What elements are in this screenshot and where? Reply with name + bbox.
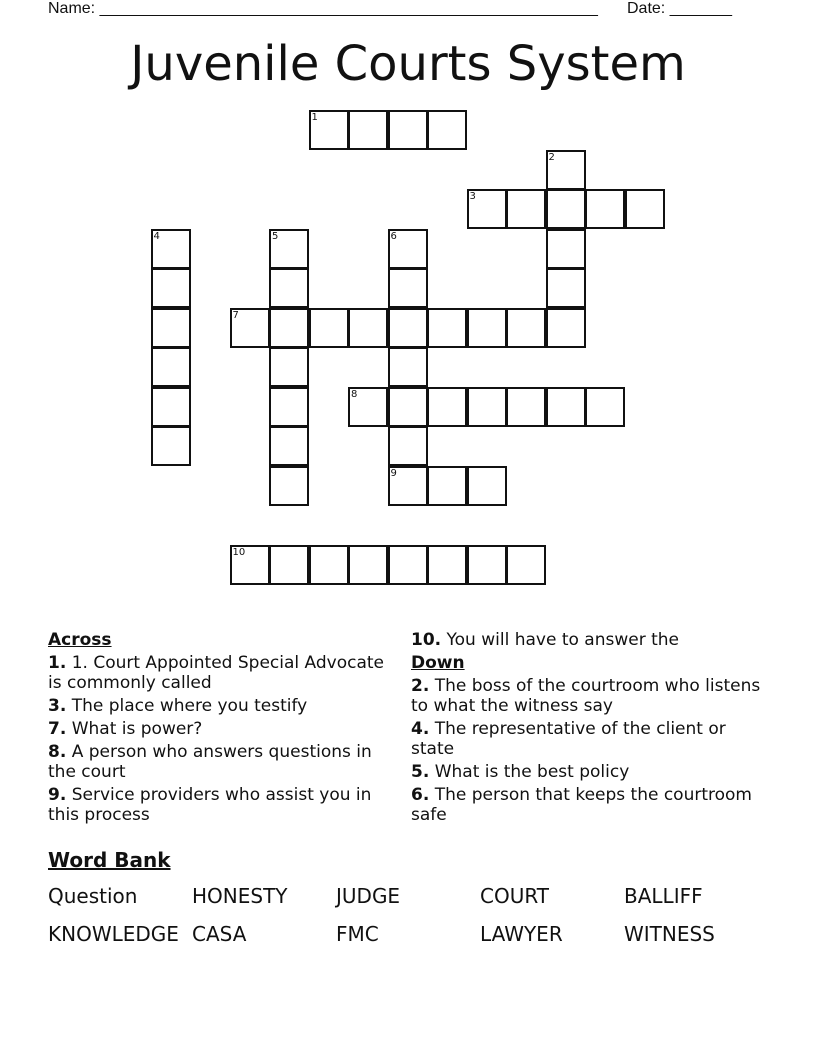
grid-cell[interactable]: [506, 545, 546, 585]
clues-right-column: [411, 630, 761, 828]
grid-cell[interactable]: [546, 189, 586, 229]
grid-cell[interactable]: [151, 268, 191, 308]
grid-cell[interactable]: [546, 308, 586, 348]
grid-cell[interactable]: [546, 268, 586, 308]
grid-cell[interactable]: [546, 387, 586, 427]
word-bank-word: KNOWLEDGE: [48, 922, 179, 946]
word-bank-word: JUDGE: [336, 884, 401, 908]
grid-cell[interactable]: [546, 229, 586, 269]
grid-cell[interactable]: [348, 545, 388, 585]
page-title: Juvenile Courts System: [130, 36, 686, 92]
grid-cell[interactable]: [269, 387, 309, 427]
clue-number: 4: [153, 230, 160, 242]
clue-number: 10: [232, 546, 246, 558]
grid-cell[interactable]: [467, 387, 507, 427]
word-bank-word: Question: [48, 884, 138, 908]
grid-cell[interactable]: [467, 308, 507, 348]
clue-number: 5: [272, 230, 279, 242]
grid-cell[interactable]: [348, 308, 388, 348]
word-bank-word: COURT: [480, 884, 550, 908]
clue-number: 8: [351, 388, 358, 400]
grid-cell[interactable]: [388, 268, 428, 308]
grid-cell[interactable]: [269, 268, 309, 308]
grid-cell[interactable]: [506, 387, 546, 427]
grid-cell[interactable]: [427, 545, 467, 585]
grid-cell[interactable]: [388, 308, 428, 348]
across-clue: 10. You will have to answer the: [411, 630, 680, 650]
grid-cell[interactable]: [427, 466, 467, 506]
word-bank-word: LAWYER: [480, 922, 563, 946]
word-bank-word: BALLIFF: [624, 884, 703, 908]
grid-cell[interactable]: [269, 347, 309, 387]
date-field-label: Date: _______: [627, 0, 732, 17]
clue-number: 2: [548, 151, 555, 163]
grid-cell[interactable]: [585, 387, 625, 427]
word-bank-word: FMC: [336, 922, 379, 946]
word-bank-word: WITNESS: [624, 922, 715, 946]
grid-cell[interactable]: [151, 387, 191, 427]
grid-cell[interactable]: [427, 308, 467, 348]
across-clue: 3. The place where you testify: [48, 696, 308, 716]
across-clue: 1. 1. Court Appointed Special Advocate is commonly called: [48, 653, 384, 693]
grid-cell[interactable]: [388, 347, 428, 387]
word-bank-word: HONESTY: [192, 884, 288, 908]
grid-cell[interactable]: [625, 189, 665, 229]
grid-cell[interactable]: [269, 308, 309, 348]
grid-cell[interactable]: [506, 189, 546, 229]
name-field-label: Name: ________________________________________________________: [48, 0, 598, 17]
grid-cell[interactable]: [151, 308, 191, 348]
grid-cell[interactable]: [427, 387, 467, 427]
clue-number: 6: [390, 230, 397, 242]
clue-number: 7: [232, 309, 239, 321]
grid-cell[interactable]: [269, 545, 309, 585]
word-bank-title: Word Bank: [48, 848, 171, 872]
grid-cell[interactable]: [388, 545, 428, 585]
grid-cell[interactable]: [585, 189, 625, 229]
clue-number: 9: [390, 467, 397, 479]
grid-cell[interactable]: [467, 545, 507, 585]
grid-cell[interactable]: [388, 426, 428, 466]
grid-cell[interactable]: [427, 110, 467, 150]
grid-cell[interactable]: [309, 545, 349, 585]
grid-cell[interactable]: [151, 426, 191, 466]
down-clue: 6. The person that keeps the courtroom safe: [411, 785, 752, 825]
grid-cell[interactable]: [151, 347, 191, 387]
clues-left-column: [48, 630, 393, 828]
across-clue: 8. A person who answers questions in the court: [48, 742, 372, 782]
grid-cell[interactable]: [388, 387, 428, 427]
word-bank-word: CASA: [192, 922, 247, 946]
grid-cell[interactable]: [269, 426, 309, 466]
across-clue: 7. What is power?: [48, 719, 203, 739]
across-heading: Across: [48, 630, 112, 650]
clue-number: 1: [311, 112, 318, 123]
grid-cell[interactable]: [506, 308, 546, 348]
grid-cell[interactable]: [467, 466, 507, 506]
grid-cell[interactable]: [309, 308, 349, 348]
grid-cell[interactable]: [269, 466, 309, 506]
down-heading: Down: [411, 653, 465, 673]
across-clue: 9. Service providers who assist you in this process: [48, 785, 372, 825]
down-clue: 4. The representative of the client or state: [411, 719, 726, 759]
down-clue: 5. What is the best policy: [411, 762, 630, 782]
clue-number: 3: [469, 191, 476, 202]
down-clue: 2. The boss of the courtroom who listens to what the witness say: [411, 676, 761, 716]
grid-cell[interactable]: [348, 110, 388, 150]
grid-cell[interactable]: [388, 110, 428, 150]
